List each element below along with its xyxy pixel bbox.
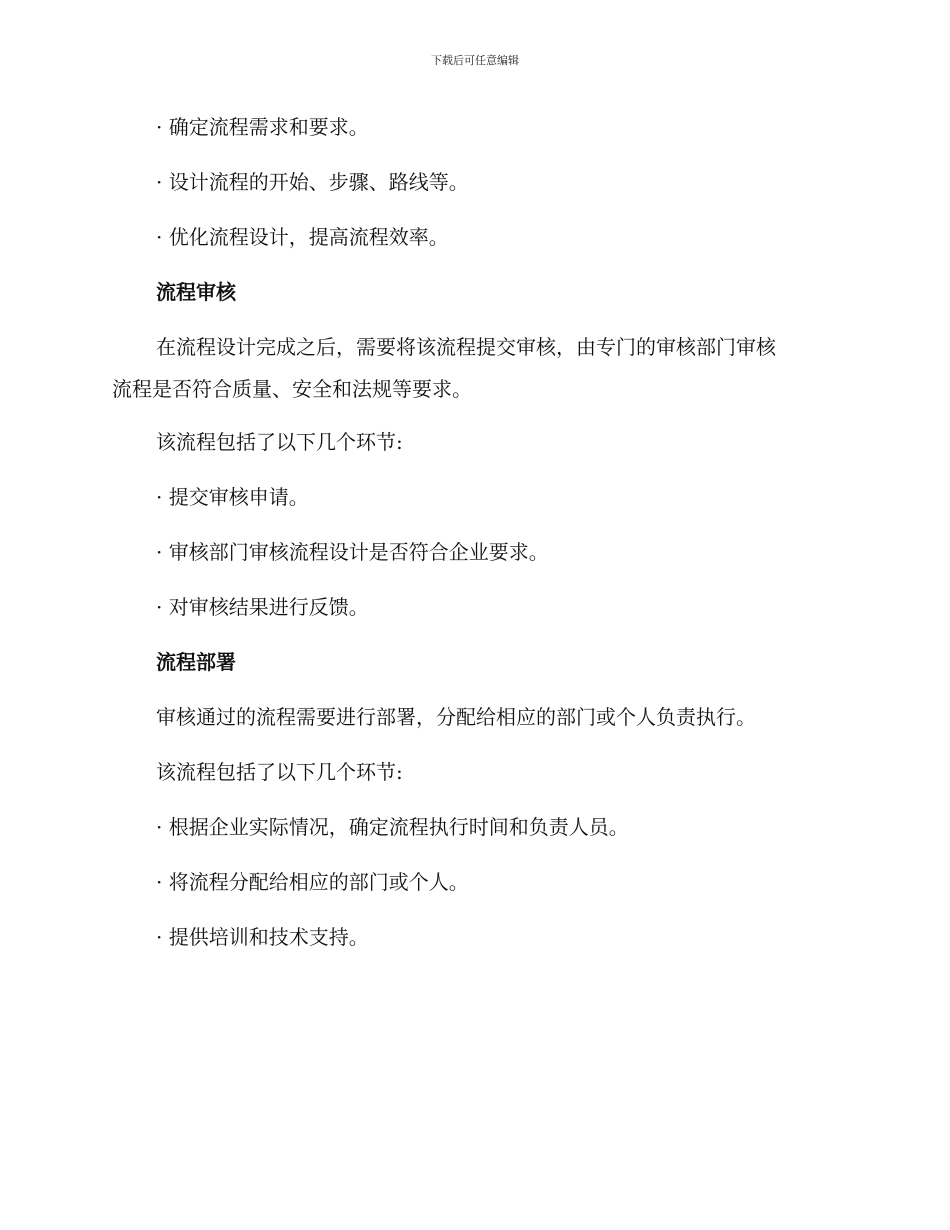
review-bullet: · 提交审核申请。 xyxy=(156,485,309,509)
page-header: 下载后可任意编辑 xyxy=(431,54,519,67)
deploy-bullet: · 将流程分配给相应的部门或个人。 xyxy=(156,870,469,894)
section-heading-review: 流程审核 xyxy=(156,280,236,304)
review-paragraph-line2: 流程是否符合质量、安全和法规等要求。 xyxy=(112,377,472,401)
review-paragraph-line1: 在流程设计完成之后，需要将该流程提交审核，由专门的审核部门审核 xyxy=(156,335,776,359)
section-heading-deploy: 流程部署 xyxy=(156,650,236,674)
review-bullet: · 对审核结果进行反馈。 xyxy=(156,595,369,619)
bullet-item: · 确定流程需求和要求。 xyxy=(156,115,369,139)
deploy-intro: 该流程包括了以下几个环节: xyxy=(156,760,403,784)
review-bullet: · 审核部门审核流程设计是否符合企业要求。 xyxy=(156,540,549,564)
bullet-item: · 优化流程设计，提高流程效率。 xyxy=(156,225,449,249)
deploy-bullet: · 根据企业实际情况，确定流程执行时间和负责人员。 xyxy=(156,815,629,839)
review-intro: 该流程包括了以下几个环节: xyxy=(156,430,403,454)
deploy-paragraph: 审核通过的流程需要进行部署，分配给相应的部门或个人负责执行。 xyxy=(156,705,756,729)
deploy-bullet: · 提供培训和技术支持。 xyxy=(156,925,369,949)
bullet-item: · 设计流程的开始、步骤、路线等。 xyxy=(156,170,469,194)
